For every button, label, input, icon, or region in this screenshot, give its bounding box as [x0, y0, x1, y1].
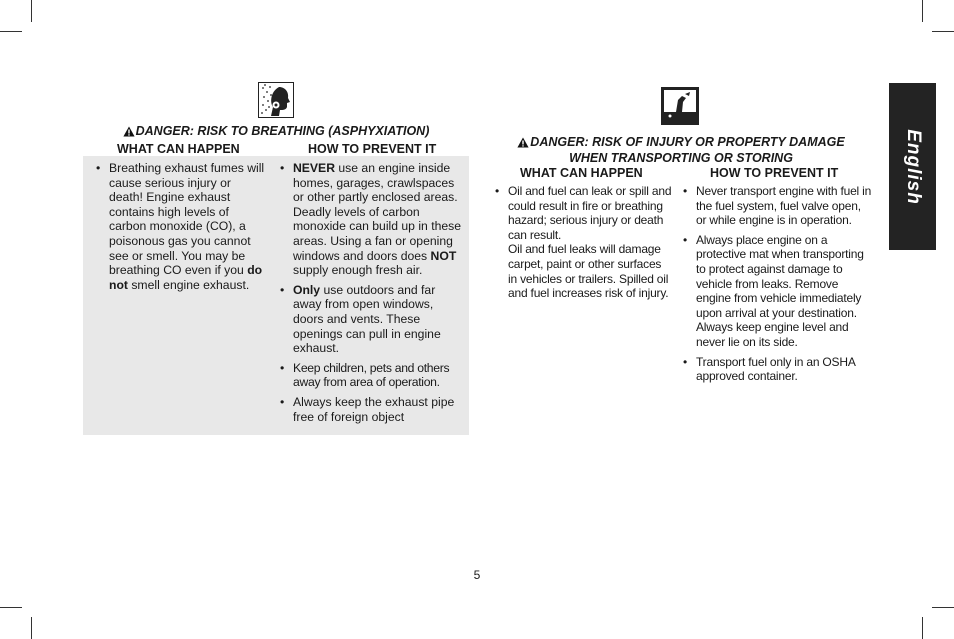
crop-mark	[31, 617, 32, 639]
list-item: • Transport fuel only in an OSHA approved container.	[680, 355, 872, 384]
list-item: • Never transport engine with fuel in the fuel system, fuel valve open, or while engine is in operation.	[680, 184, 872, 228]
list-item: • Only use outdoors and far away from open windows, doors and vents. These openings can pull in engine exhaust.	[277, 283, 463, 356]
warning-triangle-icon	[517, 137, 529, 151]
right-col-how-header: HOW TO PREVENT IT	[710, 166, 839, 180]
language-tab: English	[889, 83, 936, 250]
right-what-list	[492, 184, 672, 306]
list-item: • Breathing exhaust fumes will cause serious injury or death! Engine exhaust contains high levels of carbon monoxide (CO), a poisonous gas you cannot see or smell. You may be breathing CO even if you do not smell engine exhaust.	[93, 161, 265, 292]
left-danger-heading: DANGER: RISK TO BREATHING (ASPHYXIATION)	[83, 124, 469, 140]
right-danger-heading: DANGER: RISK OF INJURY OR PROPERTY DAMAGE WHEN TRANSPORTING OR STORING	[486, 135, 876, 165]
list-item: • Oil and fuel can leak or spill and could result in fire or breathing hazard; serious injury or death can result. Oil and fuel leaks will damage carpet, paint or other surfaces in vehicles or trailers. Spilled oil and fuel increases risk of injury.	[492, 184, 672, 301]
breathing-hazard-icon	[258, 82, 294, 118]
left-col-how-header: HOW TO PREVENT IT	[308, 142, 437, 156]
crop-mark	[0, 31, 22, 32]
crop-mark	[31, 0, 32, 22]
list-item: • Always place engine on a protective mat when transporting to protect against damage to vehicle from leaks. Remove engine from vehicle immediately upon arrival at your destination. Always keep engine level and never lie on its side.	[680, 233, 872, 350]
left-what-list	[93, 161, 265, 297]
crop-mark	[922, 617, 923, 639]
crop-mark	[932, 31, 954, 32]
crop-mark	[932, 607, 954, 608]
list-item: • Always keep the exhaust pipe free of foreign object	[277, 395, 463, 424]
page-number: 5	[473, 568, 481, 582]
left-how-list	[277, 161, 463, 429]
list-item: • NEVER use an engine inside homes, garages, crawlspaces or other partly enclosed areas. Deadly levels of carbon monoxide can build up in these areas. Using a fan or opening windows and doors does NOT supply enough fresh air.	[277, 161, 463, 278]
transport-hazard-icon	[661, 87, 699, 125]
right-col-what-header: WHAT CAN HAPPEN	[520, 166, 643, 180]
crop-mark	[922, 0, 923, 22]
list-item: • Keep children, pets and others away from area of operation.	[277, 361, 463, 390]
crop-mark	[0, 607, 22, 608]
right-how-list	[680, 184, 872, 389]
left-col-what-header: WHAT CAN HAPPEN	[117, 142, 240, 156]
warning-triangle-icon	[123, 126, 135, 140]
